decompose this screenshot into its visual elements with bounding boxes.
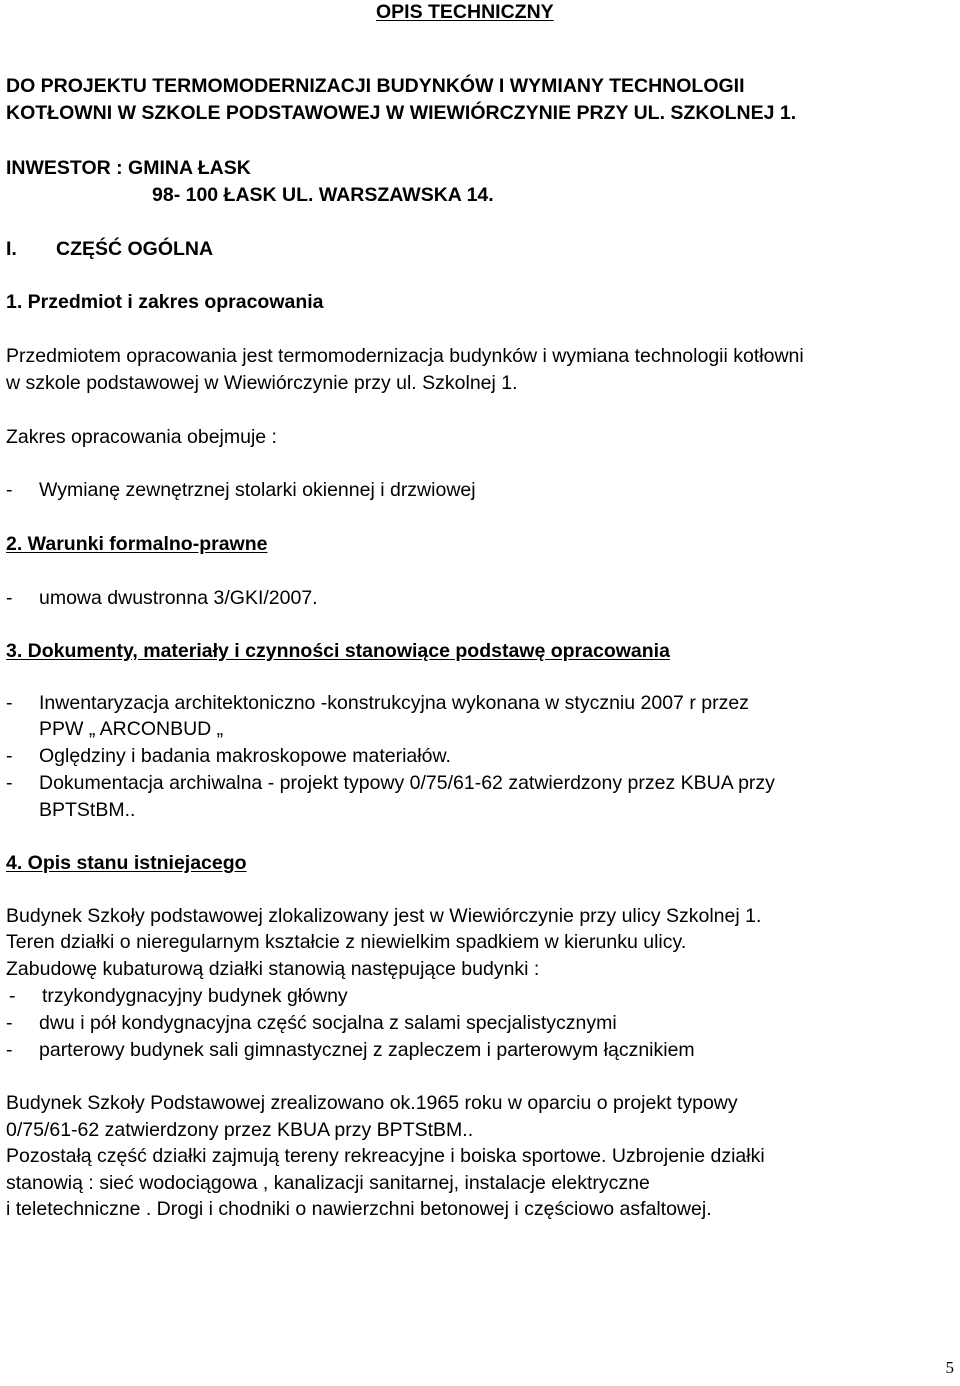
section-4-paragraph-2-line-2: 0/75/61-62 zatwierdzony przez KBUA przy BPTStBM..: [6, 1119, 474, 1141]
section-1-heading: 1. Przedmiot i zakres opracowania: [6, 291, 324, 313]
section-1-paragraph-line-1: Przedmiotem opracowania jest termomodernizacja budynków i wymiana technologii kotłowni: [6, 345, 804, 367]
list-item-text: umowa dwustronna 3/GKI/2007.: [39, 587, 318, 609]
list-item-text: trzykondygnacyjny budynek główny: [42, 985, 348, 1007]
page-number: 5: [945, 1358, 954, 1377]
project-line-1: DO PROJEKTU TERMOMODERNIZACJI BUDYNKÓW I WYMIANY TECHNOLOGII: [6, 75, 745, 97]
section-4-paragraph-1-line-2: Teren działki o nieregularnym kształcie z niewielkim spadkiem w kierunku ulicy.: [6, 931, 687, 953]
section-1-paragraph-line-2: w szkole podstawowej w Wiewiórczynie przy ul. Szkolnej 1.: [6, 372, 518, 394]
list-item-text: parterowy budynek sali gimnastycznej z zapleczem i parterowym łącznikiem: [39, 1039, 695, 1061]
list-item-text: Inwentaryzacja architektoniczno -konstrukcyjna wykonana w styczniu 2007 r przez: [39, 692, 749, 714]
part-title: CZĘŚĆ OGÓLNA: [56, 238, 214, 260]
investor-line-1: INWESTOR : GMINA ŁASK: [6, 157, 251, 179]
list-item-continuation: PPW „ ARCONBUD „: [39, 718, 224, 740]
section-4-heading: 4. Opis stanu istniejacego: [6, 852, 247, 874]
dash-bullet: -: [6, 587, 13, 609]
dash-bullet: -: [6, 1012, 13, 1034]
dash-bullet: -: [6, 692, 13, 714]
list-item-text: dwu i pół kondygnacyjna część socjalna z salami specjalistycznymi: [39, 1012, 617, 1034]
list-item-continuation: BPTStBM..: [39, 799, 136, 821]
section-4-paragraph-1-line-3: Zabudowę kubaturową działki stanowią następujące budynki :: [6, 958, 540, 980]
dash-bullet: -: [6, 1039, 13, 1061]
list-item-text: Oględziny i badania makroskopowe materiałów.: [39, 745, 451, 767]
section-1-scope-label: Zakres opracowania obejmuje :: [6, 426, 277, 448]
part-number: I.: [6, 238, 17, 260]
section-3-heading: 3. Dokumenty, materiały i czynności stanowiące podstawę opracowania: [6, 640, 670, 662]
document-title: OPIS TECHNICZNY: [376, 1, 554, 23]
dash-bullet: -: [6, 745, 13, 767]
section-4-paragraph-1-line-1: Budynek Szkoły podstawowej zlokalizowany jest w Wiewiórczynie przy ulicy Szkolnej 1.: [6, 905, 762, 927]
dash-bullet: -: [6, 772, 13, 794]
section-4-paragraph-3-line-1: Pozostałą część działki zajmują tereny rekreacyjne i boiska sportowe. Uzbrojenie działki: [6, 1145, 765, 1167]
investor-line-2: 98- 100 ŁASK UL. WARSZAWSKA 14.: [152, 184, 494, 206]
section-4-paragraph-2-line-1: Budynek Szkoły Podstawowej zrealizowano ok.1965 roku w oparciu o projekt typowy: [6, 1092, 738, 1114]
list-item-text: Wymianę zewnętrznej stolarki okiennej i drzwiowej: [39, 479, 476, 501]
section-2-heading: 2. Warunki formalno-prawne: [6, 533, 268, 555]
section-4-paragraph-3-line-3: i teletechniczne . Drogi i chodniki o nawierzchni betonowej i częściowo asfaltowej.: [6, 1198, 712, 1220]
project-line-2: KOTŁOWNI W SZKOLE PODSTAWOWEJ W WIEWIÓRCZYNIE PRZY UL. SZKOLNEJ 1.: [6, 102, 797, 124]
section-4-paragraph-3-line-2: stanowią : sieć wodociągowa , kanalizacji sanitarnej, instalacje elektryczne: [6, 1172, 650, 1194]
dash-bullet: -: [9, 985, 16, 1007]
dash-bullet: -: [6, 479, 13, 501]
list-item-text: Dokumentacja archiwalna - projekt typowy 0/75/61-62 zatwierdzony przez KBUA przy: [39, 772, 775, 794]
